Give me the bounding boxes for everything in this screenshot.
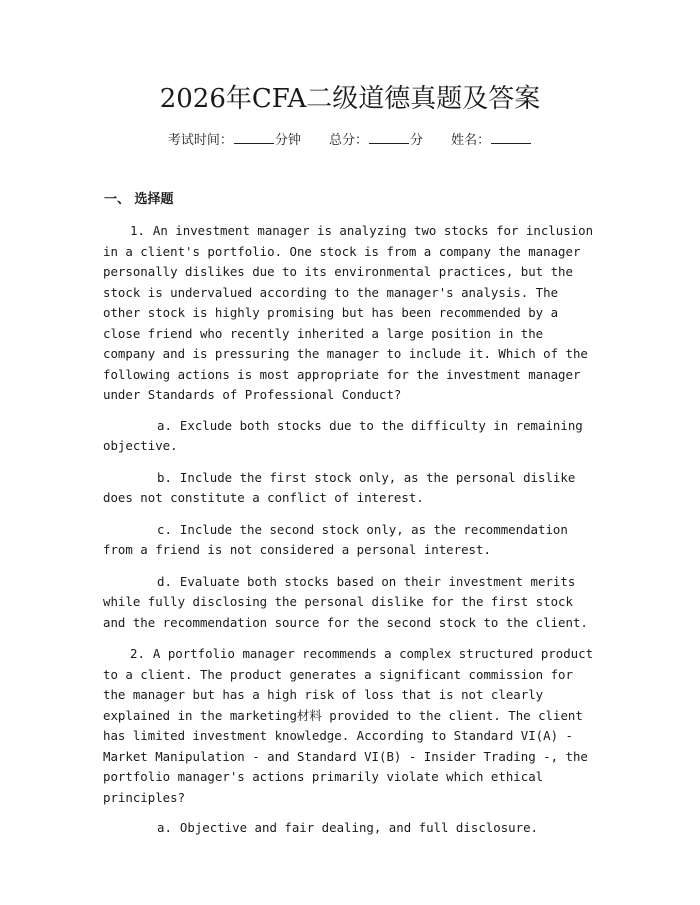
option-1d <box>103 572 600 634</box>
option-letter: a. <box>157 820 172 835</box>
time-unit: 分钟 <box>274 133 301 148</box>
option-text: Objective and fair dealing, and full disclosure. <box>179 820 538 835</box>
option-letter: b. <box>157 469 172 485</box>
exam-score <box>329 133 423 148</box>
option-text: Evaluate both stocks based on their investment merits while fully disclosing the personal dislike for the first stock and the recommendation source for the second stock to the client. <box>103 573 588 630</box>
exam-name <box>451 133 532 148</box>
question-number: 2. <box>130 646 145 661</box>
section-heading: 一、 选择题 <box>104 192 174 207</box>
question-2 <box>103 644 600 808</box>
option-1a <box>103 416 600 457</box>
exam-meta <box>0 130 700 151</box>
option-2a <box>103 818 600 839</box>
option-letter: d. <box>157 573 172 589</box>
time-blank <box>234 130 274 144</box>
page-title: 2026年CFA二级道德真题及答案 <box>159 84 541 114</box>
score-label: 总分： <box>328 133 368 148</box>
option-letter: c. <box>157 521 172 537</box>
score-unit: 分 <box>410 133 424 148</box>
question-number: 1. <box>130 223 145 238</box>
question-text: A portfolio manager recommends a complex structured product to a client. The product generates a significant commission for the manager but has a high risk of loss that is not clearly explained in the marketing材料 provided to the client. The client has limited investment knowledge. According to Standard VI(A) - Market Manipulation - and Standard VI(B) - Insider Trading -, the portfolio manager's actions primarily violate which ethical principles? <box>103 646 594 805</box>
option-1c <box>103 520 600 561</box>
question-1 <box>103 221 600 406</box>
exam-time <box>168 133 301 148</box>
time-label: 考试时间： <box>167 133 233 148</box>
option-text: Include the second stock only, as the recommendation from a friend is not considered a personal interest. <box>103 521 568 557</box>
question-text: An investment manager is analyzing two stocks for inclusion in a client's portfolio. One stock is from a company the manager personally dislikes due to its environmental practices, but the stock is undervalued according to the manager's analysis. The other stock is highly promising but has been recommended by a close friend who recently inherited a large position in the company and is pressuring the manager to include it. Which of the following actions is most appropriate for the investment manager under Standards of Professional Conduct? <box>103 223 594 402</box>
option-letter: a. <box>157 417 172 433</box>
name-blank <box>491 130 531 144</box>
option-text: Include the first stock only, as the personal dislike does not constitute a conflict of interest. <box>103 469 576 505</box>
name-label: 姓名： <box>451 133 491 148</box>
questions-list <box>103 221 600 850</box>
score-blank <box>369 130 409 144</box>
option-text: Exclude both stocks due to the difficulty in remaining objective. <box>103 417 583 453</box>
option-1b <box>103 468 600 509</box>
